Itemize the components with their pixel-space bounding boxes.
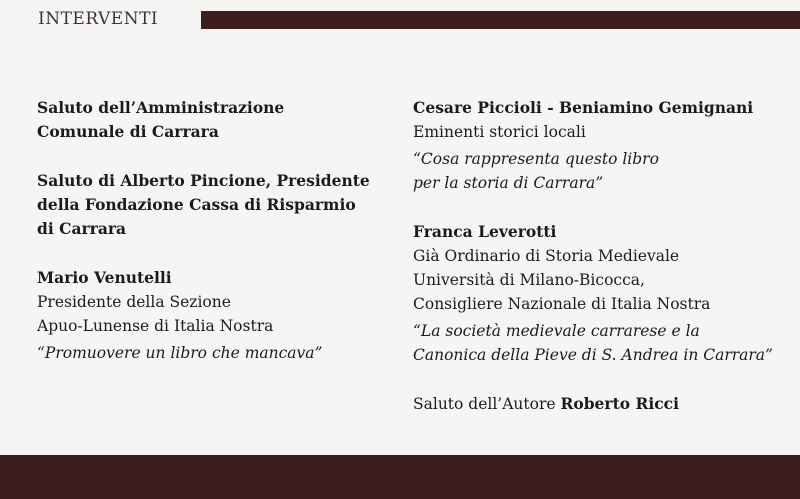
talk-title: “La società medievale carrarese e la [413,322,700,340]
speaker-name: Cesare Piccioli - Beniamino Gemignani [413,98,754,117]
footer-bar [0,455,800,499]
speaker-role: Già Ordinario di Storia Medievale [413,247,680,265]
speaker-name: Franca Leverotti [413,222,557,241]
entry-line: Saluto di Alberto Pincione, Presidente [37,171,370,190]
entry-saluto-autore [413,392,793,416]
entry-saluto-amministrazione [37,96,382,144]
author-greeting-prefix: Saluto dell’Autore [413,395,561,413]
talk-title: per la storia di Carrara” [413,174,604,192]
entry-line: Comunale di Carrara [37,122,219,141]
entry-leverotti [413,220,793,367]
talk-title: “Cosa rappresenta questo libro [413,150,659,168]
entry-piccioli-gemignani [413,96,793,195]
right-column [413,96,793,416]
header-bar [201,11,800,29]
left-column [37,96,382,365]
speaker-role: Apuo-Lunense di Italia Nostra [37,317,274,335]
speaker-role: Eminenti storici locali [413,123,586,141]
entry-line: di Carrara [37,219,127,238]
speaker-role: Presidente della Sezione [37,293,231,311]
author-greeting [413,392,793,416]
entry-saluto-pincione [37,169,382,241]
entry-line: della Fondazione Cassa di Risparmio [37,195,356,214]
talk-title: “Promuovere un libro che mancava” [37,344,323,362]
entry-line: Saluto dell’Amministrazione [37,98,285,117]
speaker-role: Consigliere Nazionale di Italia Nostra [413,295,711,313]
talk-title: Canonica della Pieve di S. Andrea in Carrara” [413,346,773,364]
header-title: INTERVENTI [38,9,159,29]
author-name: Roberto Ricci [560,394,679,413]
entry-venutelli [37,266,382,365]
speaker-name: Mario Venutelli [37,268,172,287]
speaker-role: Università di Milano-Bicocca, [413,271,645,289]
